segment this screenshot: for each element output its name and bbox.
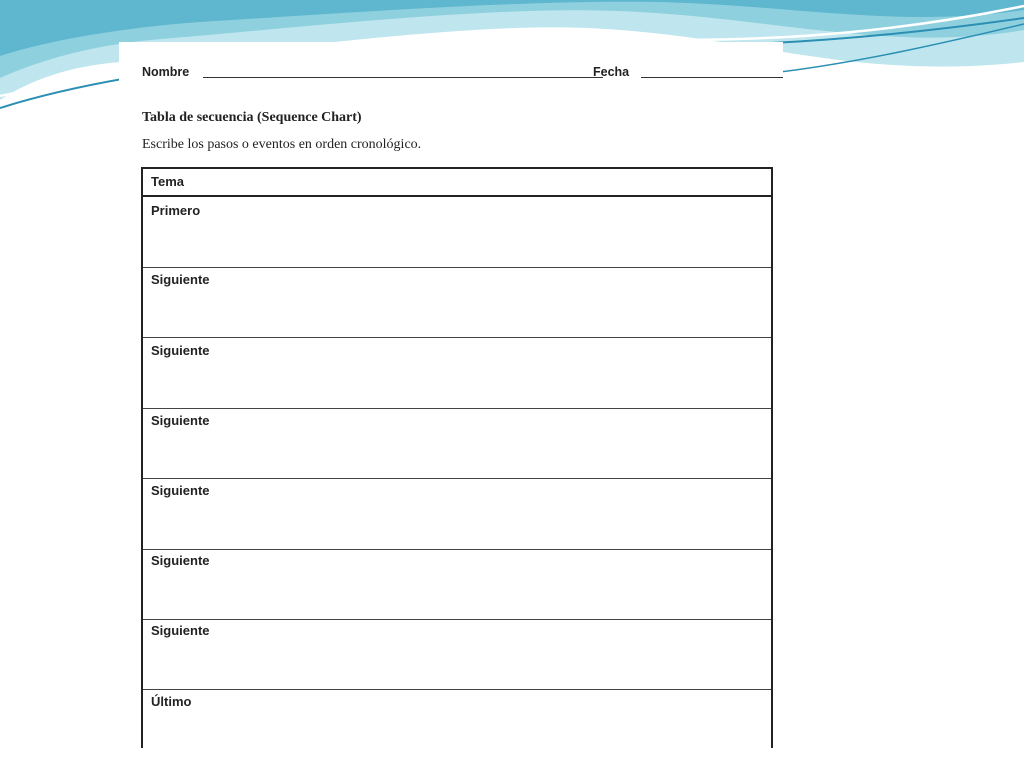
name-date-row (142, 65, 783, 81)
name-blank-line (203, 77, 603, 78)
sheet-instructions: Escribe los pasos o eventos en orden cronológico. (142, 137, 422, 152)
sheet-title: Tabla de secuencia (Sequence Chart) (142, 110, 362, 125)
sequence-row-label: Siguiente (151, 623, 210, 638)
sequence-row (143, 338, 771, 409)
sequence-row-label: Siguiente (151, 343, 210, 358)
sequence-row-label: Primero (151, 203, 201, 218)
name-label: Nombre (142, 65, 190, 79)
sequence-row-label: Último (151, 694, 192, 709)
sequence-row-label: Siguiente (151, 413, 210, 428)
date-blank-line (641, 77, 783, 78)
sequence-row (143, 268, 771, 338)
sequence-row (143, 620, 771, 690)
topic-row (143, 169, 771, 197)
date-label: Fecha (593, 65, 630, 79)
sequence-row-label: Siguiente (151, 483, 210, 498)
sequence-table (141, 167, 773, 748)
sequence-row (143, 550, 771, 620)
sequence-row-last (143, 690, 771, 748)
sequence-row (143, 409, 771, 479)
worksheet-page (119, 42, 783, 748)
sequence-row (143, 479, 771, 550)
sequence-row-label: Siguiente (151, 553, 210, 568)
sequence-row-first (143, 197, 771, 268)
topic-label: Tema (151, 174, 184, 189)
sequence-row-label: Siguiente (151, 272, 210, 287)
